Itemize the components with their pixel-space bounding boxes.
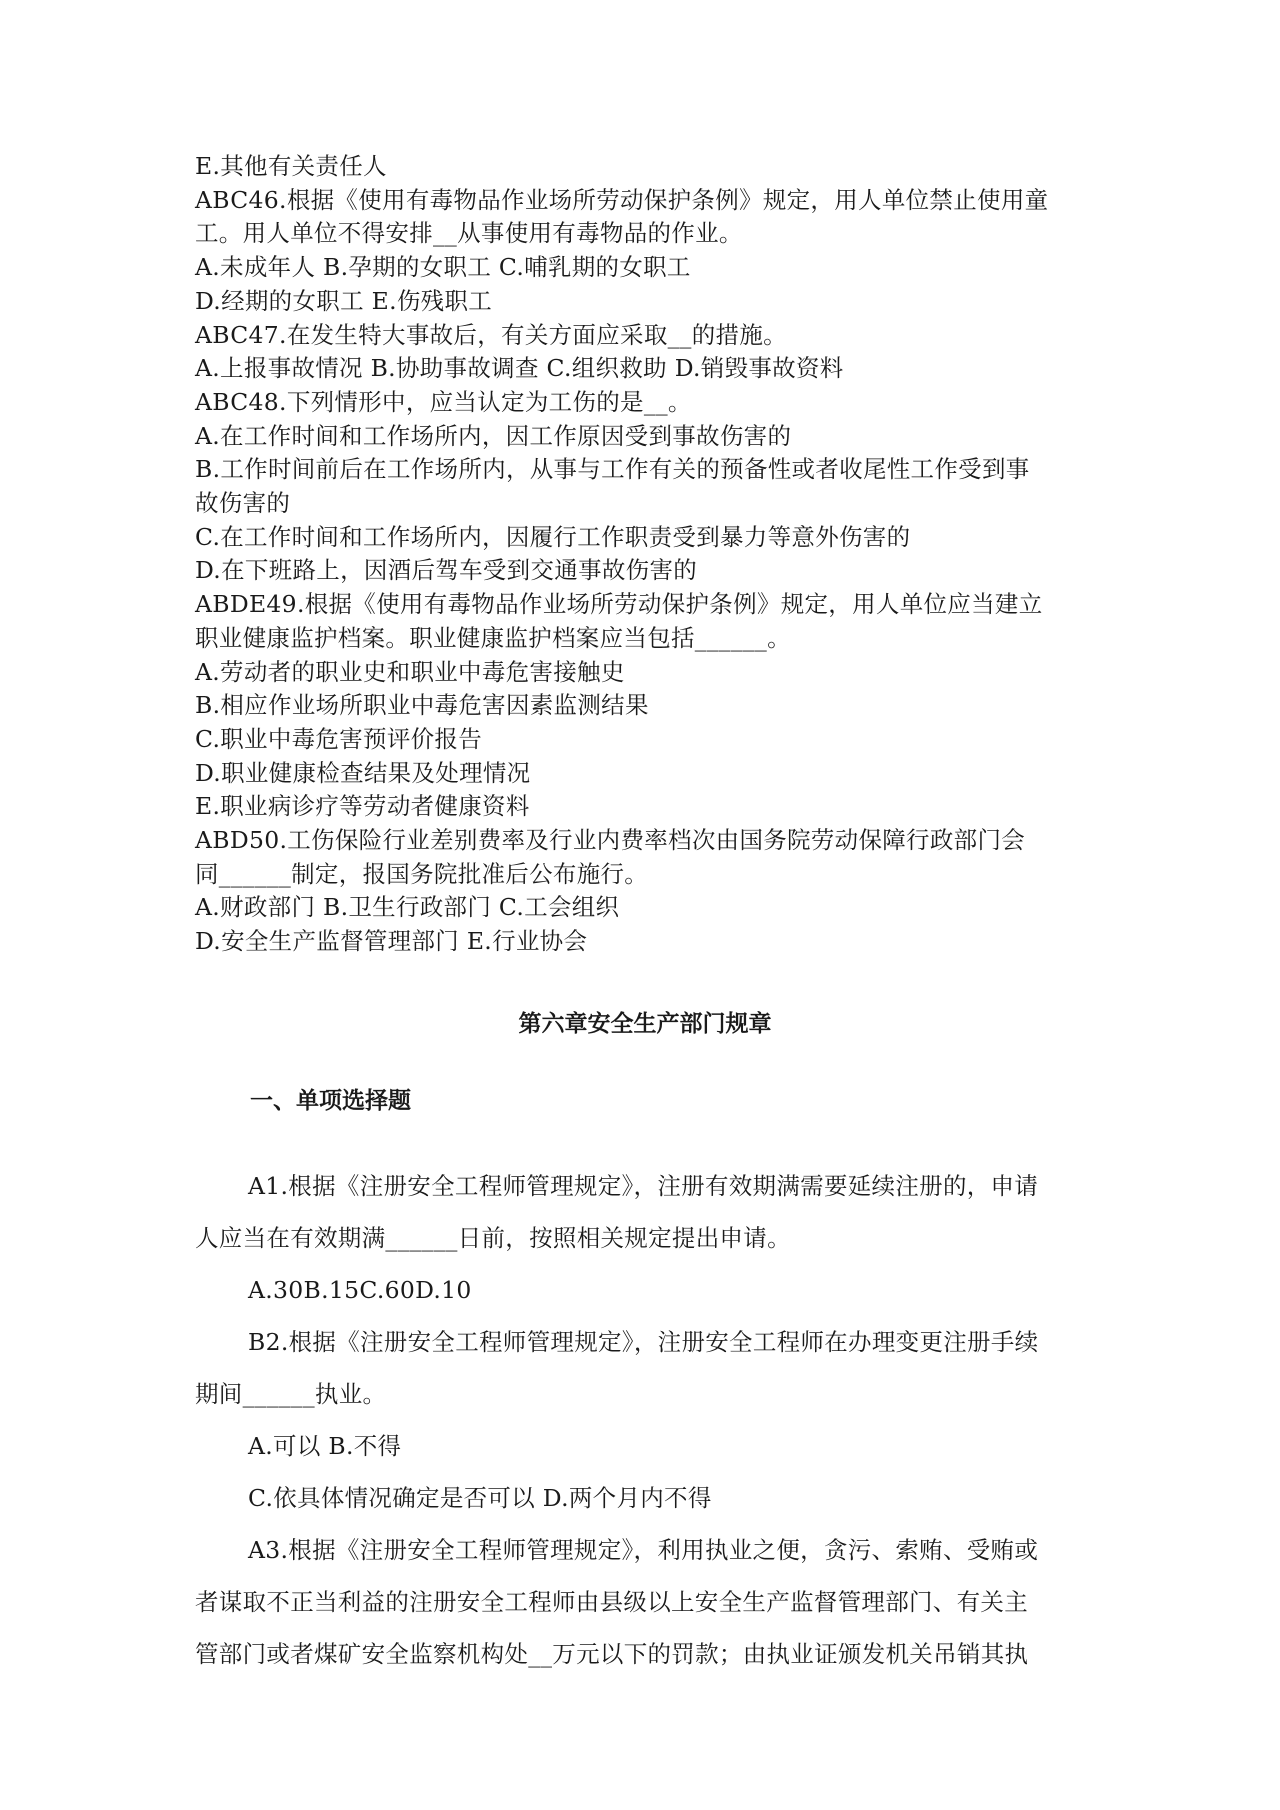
text-line: ABDE49.根据《使用有毒物品作业场所劳动保护条例》规定，用人单位应当建立: [195, 590, 1043, 619]
text-line: E.其他有关责任人: [195, 152, 387, 180]
text-line: ABD50.工伤保险行业差别费率及行业内费率档次由国务院劳动保障行政部门会: [195, 826, 1026, 855]
text-line: 同______制定，报国务院批准后公布施行。: [195, 859, 649, 888]
text-line: A1.根据《注册安全工程师管理规定》，注册有效期满需要延续注册的，申请: [248, 1172, 1039, 1200]
text-line: A.上报事故情况 B.协助事故调查 C.组织救助 D.销毁事故资料: [195, 354, 844, 383]
text-line: 工。用人单位不得安排__从事使用有毒物品的作业。: [195, 219, 743, 248]
text-line: ABC48.下列情形中，应当认定为工伤的是__。: [195, 387, 692, 416]
text-line: C.依具体情况确定是否可以 D.两个月内不得: [248, 1484, 712, 1512]
text-line: A.30B.15C.60D.10: [248, 1276, 472, 1304]
text-line: B2.根据《注册安全工程师管理规定》，注册安全工程师在办理变更注册手续: [248, 1328, 1039, 1356]
document-page: [195, 150, 1095, 1668]
section-title: 一、单项选择题: [250, 1088, 411, 1114]
text-line: E.职业病诊疗等劳动者健康资料: [195, 792, 530, 821]
question-block-top: [195, 150, 1095, 959]
text-line: 人应当在有效期满______日前，按照相关规定提出申请。: [195, 1224, 791, 1252]
text-line: ABC47.在发生特大事故后，有关方面应采取__的措施。: [195, 320, 787, 349]
text-line: B.工作时间前后在工作场所内，从事与工作有关的预备性或者收尾性工作受到事: [195, 455, 1030, 484]
text-line: 者谋取不正当利益的注册安全工程师由县级以上安全生产监督管理部门、有关主: [195, 1588, 1028, 1616]
text-line: 职业健康监护档案。职业健康监护档案应当包括______。: [195, 623, 791, 652]
text-line: ABC46.根据《使用有毒物品作业场所劳动保护条例》规定，用人单位禁止使用童: [195, 185, 1049, 214]
text-line: D.经期的女职工 E.伤残职工: [195, 286, 493, 315]
text-line: C.在工作时间和工作场所内，因履行工作职责受到暴力等意外伤害的: [195, 522, 911, 551]
text-line: A3.根据《注册安全工程师管理规定》，利用执业之便，贪污、索贿、受贿或: [248, 1536, 1039, 1564]
text-line: 故伤害的: [195, 489, 291, 518]
text-line: D.在下班路上，因酒后驾车受到交通事故伤害的: [195, 556, 698, 585]
text-line: D.职业健康检查结果及处理情况: [195, 758, 531, 787]
text-line: 期间______执业。: [195, 1380, 387, 1408]
text-line: 管部门或者煤矿安全监察机构处__万元以下的罚款；由执业证颁发机关吊销其执: [195, 1640, 1029, 1668]
question-block-bottom: [195, 1160, 1095, 1680]
text-line: A.财政部门 B.卫生行政部门 C.工会组织: [195, 893, 620, 922]
chapter-title: 第六章安全生产部门规章: [518, 1011, 772, 1037]
text-line: D.安全生产监督管理部门 E.行业协会: [195, 927, 588, 956]
text-line: C.职业中毒危害预评价报告: [195, 724, 483, 753]
text-line: B.相应作业场所职业中毒危害因素监测结果: [195, 691, 649, 720]
text-line: A.可以 B.不得: [248, 1432, 402, 1460]
text-line: A.在工作时间和工作场所内，因工作原因受到事故伤害的: [195, 421, 792, 450]
text-line: A.劳动者的职业史和职业中毒危害接触史: [195, 657, 625, 686]
text-line: A.未成年人 B.孕期的女职工 C.哺乳期的女职工: [195, 253, 691, 282]
